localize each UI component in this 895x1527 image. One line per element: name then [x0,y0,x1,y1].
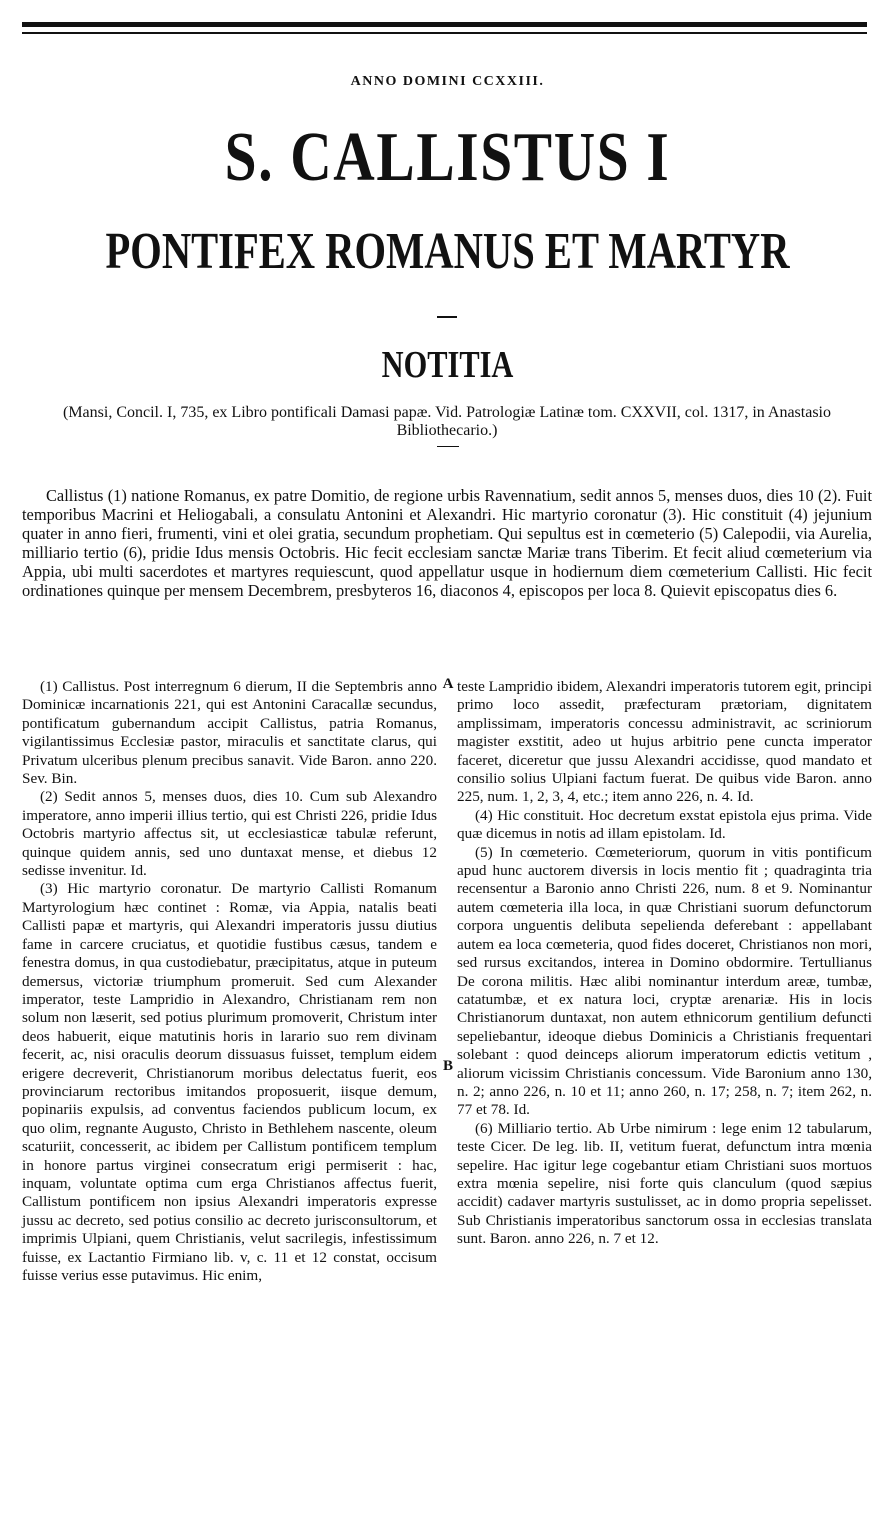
source-note: (Mansi, Concil. I, 735, ex Libro pontificali Damasi papæ. Vid. Patrologiæ Latinæ tom. CXXVII, col. 1317, in Anastasio Bibliothecario.) [63,404,831,439]
right-column [457,678,872,1249]
top-rule-thin [22,32,867,34]
left-column [22,678,437,1285]
footnote-4: (4) Hic constituit. Hoc decretum exstat epistola ejus prima. Vide quæ dicemus in notis ad illam epistolam. Id. [457,806,872,843]
title-dash [437,316,457,318]
page-title: S. CALLISTUS I [224,119,671,196]
section-divider [437,446,459,447]
page-subtitle: PONTIFEX ROMANUS ET MARTYR [105,223,790,280]
column-marker-b: B [442,1058,453,1074]
footnote-5: (5) In cœmeterio. Cœmeteriorum, quorum in vitis pontificum apud hunc auctorem diversis in locis mentio fit ; quadraginta tria recensentur a Baronio anno Christi 226, num. 8 et 9. Nominantur autem cœmeteria illa loca, in quæ Christiani suorum defunctorum corpora unguentis delibuta sepelienda deferebant : appellabant autem ea loca cœmeteria, quod fides doceret, Christianos non mori, sed rursus excitandos, interea in Domino obdormire. Tertullianus De corona militis. Hæc alibi nominantur interdum areæ, tumbæ, catatumbæ, et ex natura loci, cryptæ arenariæ. His in locis Christianorum duntaxat, non autem ethnicorum gentilium defuncti sepeliebantur, ideoque diebus Dominicis a Christianis frequentari solebant : quod deinceps aliorum imperatorum edictis vetitum , aliorum vicissim Christianis concessum. Vide Baronium anno 130, n. 2; anno 226, n. 10 et 11; anno 260, n. 17; 258, n. 7; item 262, n. 77 et 78. Id. [457,843,872,1119]
running-head: ANNO DOMINI CCXXIII. [350,74,545,89]
top-rule-thick [22,22,867,27]
footnote-6: (6) Milliario tertio. Ab Urbe nimirum : lege enim 12 tabularum, teste Cicer. De leg. lib. II, vetitum fuerat, defunctum intra mœnia sepelire. Hac igitur lege cogebantur etiam Christiani suos mortuos extra mœnia sepelire, nisi forte quis clanculum (quod sæpius accidit) cadaver martyris sustulisset, ac in domo propria sepelisset. Sub Christianis imperatoribus sanctorum ossa in ecclesias translata sunt. Baron. anno 226, n. 7 et 12. [457,1119,872,1248]
intro-paragraph: Callistus (1) natione Romanus, ex patre Domitio, de regione urbis Ravennatium, sedit annos 5, menses duos, dies 10 (2). Fuit temporibus Macrini et Heliogabali, a consulatu Antonini et Alexandri. Hic martyrio coronatur (3). Hic constituit (4) jejunium quater in anno fieri, frumenti, vini et olei gratia, secundum prophetiam. Qui sepultus est in cœmeterio (5) Calepodii, via Aurelia, milliario tertio (6), pridie Idus mensis Octobris. Hic fecit ecclesiam sanctæ Mariæ trans Tiberim. Et fecit aliud cœmeterium via Appia, ubi multi sacerdotes et martyres requiescunt, quod appellatur usque in hodiernum diem cœmeterium Callisti. Hic fecit ordinationes quinque per mensem Decembrem, presbyteros 16, diaconos 4, episcopos per loca 8. Quievit episcopatus dies 6. [22,486,872,600]
footnote-1: (1) Callistus. Post interregnum 6 dierum, II die Septembris anno Dominicæ incarnationis 221, qui est Antonini Caracallæ secundus, pontificatum gubernandum accipit Callistus, patria Romanus, vigilantissimus Ecclesiæ pastor, miraculis et sanctitate clarus, qui Privatum ulceribus plenum precibus sanavit. Vide Baron. anno 220. Sev. Bin. [22,678,437,788]
footnote-2: (2) Sedit annos 5, menses duos, dies 10. Cum sub Alexandro imperatore, anno imperii illius tertio, qui est Christi 226, pridie Idus Octobris martyrio affectus sit, ut ecclesiasticæ tabulæ referunt, quinque quidem annis, sed uno duntaxat mense, et diebus 12 sedisse invenitur. Id. [22,788,437,880]
footnote-3-continued: teste Lampridio ibidem, Alexandri imperatoris tutorem egit, principi primo loco assedit, præfecturam prætoriam, dignitatem amplissimam, imperatoris concessu administravit, ac scriniorum magister exstitit, adeo ut hujus arbitrio pene cuncta imperator faceret, diceretur que jussu Alexandri accidisse, quod mandato et consilio solius Ulpiani factum fuerat. De quibus vide Baron. anno 225, num. 1, 2, 3, 4, etc.; item anno 226, n. 4. Id. [457,678,872,806]
footnote-3: (3) Hic martyrio coronatur. De martyrio Callisti Romanum Martyrologium hæc continet : Romæ, via Appia, natalis beati Callisti papæ et martyris, qui Alexandri imperatoris jussu diutius fame in carcere cruciatus, et quotidie fustibus cæsus, tandem e fenestra domus, in qua custodiebatur, præcipitatus, atque in puteum demersus, victoriæ triumphum promeruit. Sed cum Alexander imperator, teste Lampridio in Alexandro, Christianam rem non solum non læserit, sed potius plurimum promoverit, Christum inter deos habuerit, eique matutinis horis in larario suo rem divinam fecerit, ac, nisi oraculis deorum dissuasus fuisset, templum eidem erigere decreverit, Christianorum moribus delectatus fuerit, eos provinciarum rectoribus imitandos proposuerit, iisque demum, popinariis expulsis, ad conventus faciendos publicum locum, ex quo olim, regnante Augusto, Christo in Bethlehem nascente, oleum scaturiit, concesserit, ac ibidem per Callistum pontificem templum in honore partus virginei consecratum erigi permiserit : hac, inquam, voluntate optima cum erga Christianos affectus fuerit, Callistum pontificem non ipsius Alexandri imperatoris expresse jussu ac decreto, sed potius consilio ac decreto jurisconsultorum, et imprimis Ulpiani, quem Christianis, velut sacrilegis, infestissimum fuisse, ex Lactantio Firmiano lib. v, c. 11 et 12 constat, occisum fuisse verius esse putavimus. Hic enim, [22,880,437,1284]
section-title: NOTITIA [381,344,514,386]
column-marker-a: A [442,676,454,692]
